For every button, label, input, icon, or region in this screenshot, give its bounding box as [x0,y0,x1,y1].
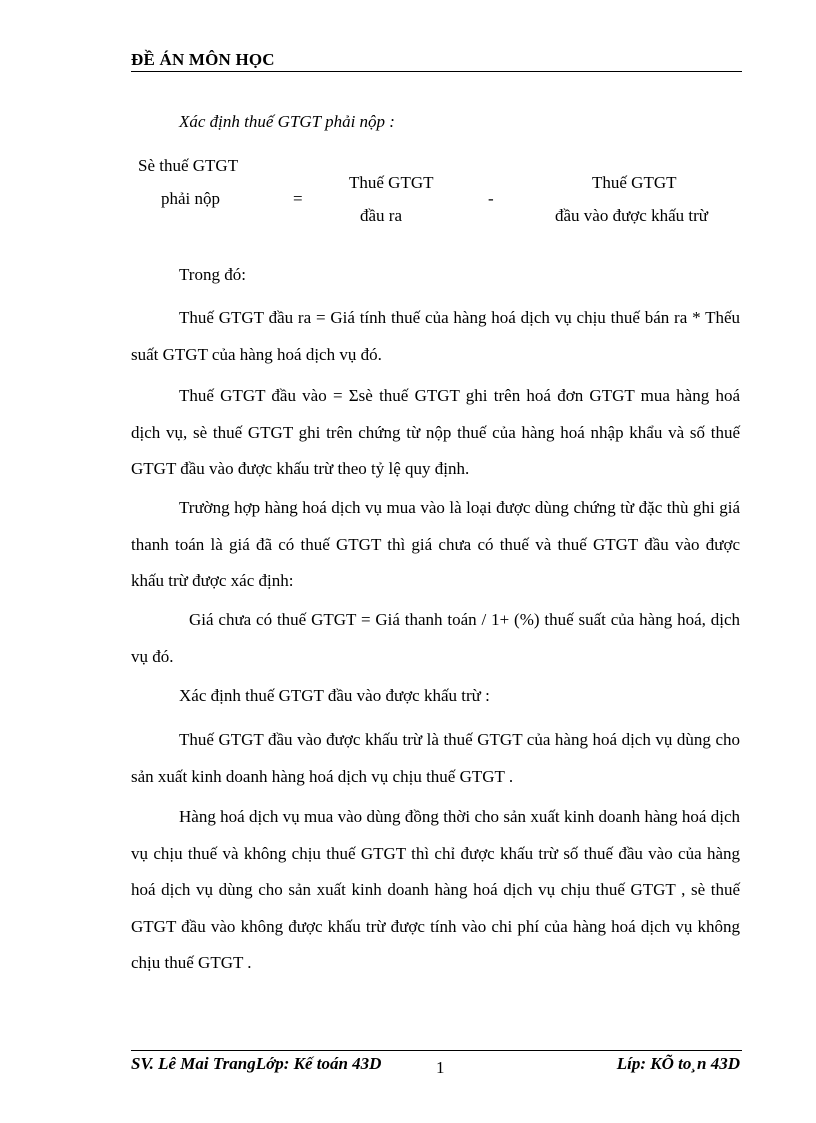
formula-minus: - [488,189,494,208]
formula-lhs-line2: phải nộp [161,189,221,208]
paragraph: Thuế GTGT đầu vào = Σsè thuế GTGT ghi trên hoá đơn GTGT mua hàng hoá dịch vụ, sè thuế GTGT ghi trên chứng từ nộp thuế của hàng hoá nhập khẩu và số thuế GTGT đầu vào được khấu trừ theo tỷ lệ quy định. [131,386,740,478]
formula-term2-line1: Thuế GTGT [592,173,677,192]
paragraph: Thuế GTGT đầu ra = Giá tính thuế của hàng hoá dịch vụ chịu thuế bán ra * Thếu suất GTGT của hàng hoá dịch vụ đó. [131,308,740,364]
page-header-title: ĐỀ ÁN MÔN HỌC [131,50,275,69]
header-divider [131,71,742,72]
formula-term2-line2: đầu vào được khấu trừ [555,206,708,225]
formula-term1-line1: Thuế GTGT [349,173,434,192]
formula-lhs-line1: Sè thuế GTGT [138,156,239,175]
paragraph: Trường hợp hàng hoá dịch vụ mua vào là loại được dùng chứng từ đặc thù ghi giá thanh toán là giá đã có thuế GTGT thì giá chưa có thuế và thuế GTGT đầu vào được khấu trừ được xác định: [131,498,740,590]
footer-divider [131,1050,742,1051]
section-subtitle: Xác định thuế GTGT phải nộp : [179,112,395,131]
footer-author: SV. Lê Mai TrangLớp: Kế toán 43D [131,1054,382,1073]
formula-equals: = [293,189,303,208]
paragraph: Trong đó: [179,265,246,284]
formula-term1-line2: đầu ra [360,206,403,225]
paragraph: Giá chưa có thuế GTGT = Giá thanh toán / 1+ (%) thuế suất của hàng hoá, dịch vụ đó. [131,610,740,666]
paragraph: Hàng hoá dịch vụ mua vào dùng đồng thời cho sản xuất kinh doanh hàng hoá dịch vụ chịu thuế và không chịu thuế GTGT thì chỉ được khấu trừ số thuế đầu vào của hàng hoá dịch vụ dùng cho sản xuất kinh doanh hàng hoá dịch vụ chịu thuế GTGT , sè thuế GTGT đầu vào không được khấu trừ được tính vào chi phí của hàng hoá dịch vụ không chịu thuế GTGT . [131,807,740,972]
paragraph: Thuế GTGT đầu vào được khấu trừ là thuế GTGT của hàng hoá dịch vụ dùng cho sản xuất kinh doanh hàng hoá dịch vụ chịu thuế GTGT . [131,730,740,786]
paragraph: Xác định thuế GTGT đầu vào được khấu trừ : [179,686,490,705]
page-number: 1 [436,1058,445,1077]
footer-class: Líp: KÕ to¸n 43D [616,1054,740,1073]
